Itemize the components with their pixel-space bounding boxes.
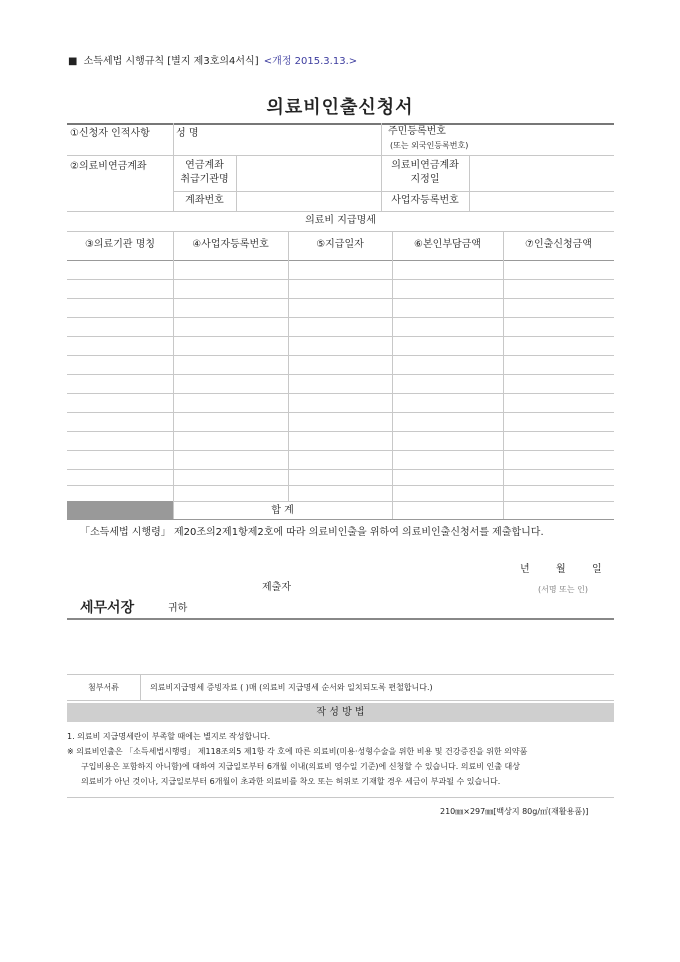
note-2-line-3: 의료비가 아닌 것이나, 지급일로부터 6개월이 초과한 의료비를 착오 또는 허위로 기재할 경우 세금이 부과될 수 있습니다. [81,777,501,786]
name-label: 성 명 [176,128,199,139]
form-title: 의료비인출신청서 [266,97,414,118]
column-header: ⑦인출신청금액 [525,239,592,250]
table-row [67,374,614,375]
account-no-label: 계좌번호 [185,195,224,206]
divider [67,519,614,520]
attachment-text: 의료비지급명세 증빙자료 ( )매 (의료비 지급명세 순서와 일치되도록 편철합니다.) [150,683,433,692]
month-label: 월 [556,564,566,575]
year-label: 년 [520,564,530,575]
table-row [67,431,614,432]
total-label: 합 계 [271,505,294,516]
table-row [67,469,614,470]
declaration-text: 「소득세법 시행령」 제20조의2제1항제2호에 따라 의료비인출을 위하여 의료비인출신청서를 제출합니다. [80,527,544,538]
table-row [67,279,614,280]
divider [173,191,614,192]
rrn-label: 주민등록번호 [388,126,446,137]
table-row [67,412,614,413]
total-row-shade [67,501,173,519]
divider [67,674,614,675]
column-header: ⑥본인부담금액 [414,239,481,250]
table-row [67,355,614,356]
form-header [68,52,357,67]
square-marker-icon: ■ [68,56,78,67]
paper-size: 210㎜×297㎜[백상지 80g/㎡(재활용품)] [440,807,589,816]
applicant-label: ①신청자 인적사항 [70,128,150,139]
divider [67,700,614,701]
divider [67,211,614,212]
table-row [67,317,614,318]
recipient-title: 세무서장 [80,600,135,616]
divider [67,260,614,261]
top-rule [67,123,614,125]
divider [469,155,470,211]
note-1: 1. 의료비 지급명세란이 부족할 때에는 별지로 작성합니다. [67,732,271,741]
divider [67,618,614,620]
sign-label: (서명 또는 인) [538,585,588,594]
divider [140,674,141,700]
column-header: ④사업자등록번호 [192,239,269,250]
table-row [67,336,614,337]
account-label: ②의료비연금계좌 [70,161,147,172]
divider [67,231,614,232]
divider [392,231,393,519]
column-header: ⑤지급일자 [316,239,364,250]
table-row [67,485,614,486]
statement-title: 의료비 지급명세 [305,215,376,226]
institution-label: 취급기관명 [180,174,229,185]
revision-date: <개정 2015.3.13.> [263,56,358,67]
institution-label: 연금계좌 [185,160,224,171]
designated-date-label: 의료비연금계좌 [391,160,459,171]
submitter-label: 제출자 [262,582,291,593]
divider [173,231,174,519]
rrn-sub-label: (또는 외국인등록번호) [390,141,469,150]
day-label: 일 [592,564,602,575]
biz-reg-label: 사업자등록번호 [391,195,459,206]
divider [236,155,237,211]
divider [288,231,289,501]
table-row [67,298,614,299]
designated-date-label: 지정일 [410,174,440,185]
method-title: 작 성 방 법 [316,707,365,718]
divider [67,155,614,156]
note-2-line-1: ※ 의료비인출은 「소득세법시행령」 제118조의5 제1항 각 호에 따른 의료비(미용·성형수술을 위한 비용 및 건강증진을 위한 의약품 [67,747,528,756]
column-header: ③의료기관 명칭 [84,239,156,250]
table-row [67,393,614,394]
regulation-reference: 소득세법 시행규칙 [별지 제3호의4서식] [83,56,259,67]
attachment-label: 첨부서류 [88,683,119,692]
recipient-suffix: 귀하 [168,603,188,614]
divider [67,797,614,798]
table-row [67,450,614,451]
note-2-line-2: 구입비용은 포함하지 아니함)에 대하여 지급일로부터 6개월 이내(의료비 영수일 기준)에 신청할 수 있습니다. 의료비 인출 대상 [81,762,520,771]
divider [503,231,504,519]
